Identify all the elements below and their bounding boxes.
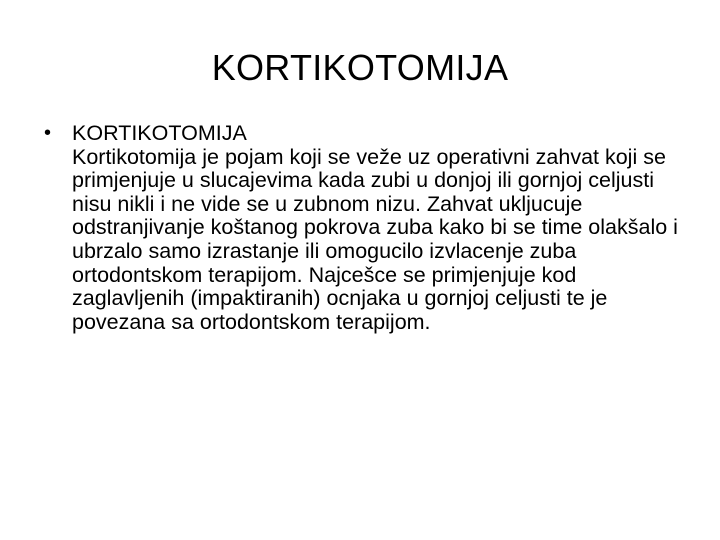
slide-title: KORTIKOTOMIJA [211, 47, 509, 88]
bullet-heading: KORTIKOTOMIJA [72, 121, 247, 145]
bullet-item [44, 122, 684, 334]
bullet-marker: • [44, 122, 52, 144]
bullet-body-text: Kortikotomija je pojam koji se veže uz operativni zahvat koji se primjenjuje u slucajevima kada zubi u donjoj ili gornjoj celjusti nisu nikli i ne vide se u zubnom nizu. Zahvat ukljucuje odstranjivanje koštanog pokrova zuba kako bi se time olakšalo i ubrzalo samo izrastanje ili omogucilo izvlacenje zuba ortodontskom terapijom. Najcešce se primjenjuje kod zaglavljenih (impaktiranih) ocnjaka u gornjoj celjusti te je povezana sa ortodontskom terapijom. [72, 144, 678, 334]
slide-content [44, 122, 684, 334]
